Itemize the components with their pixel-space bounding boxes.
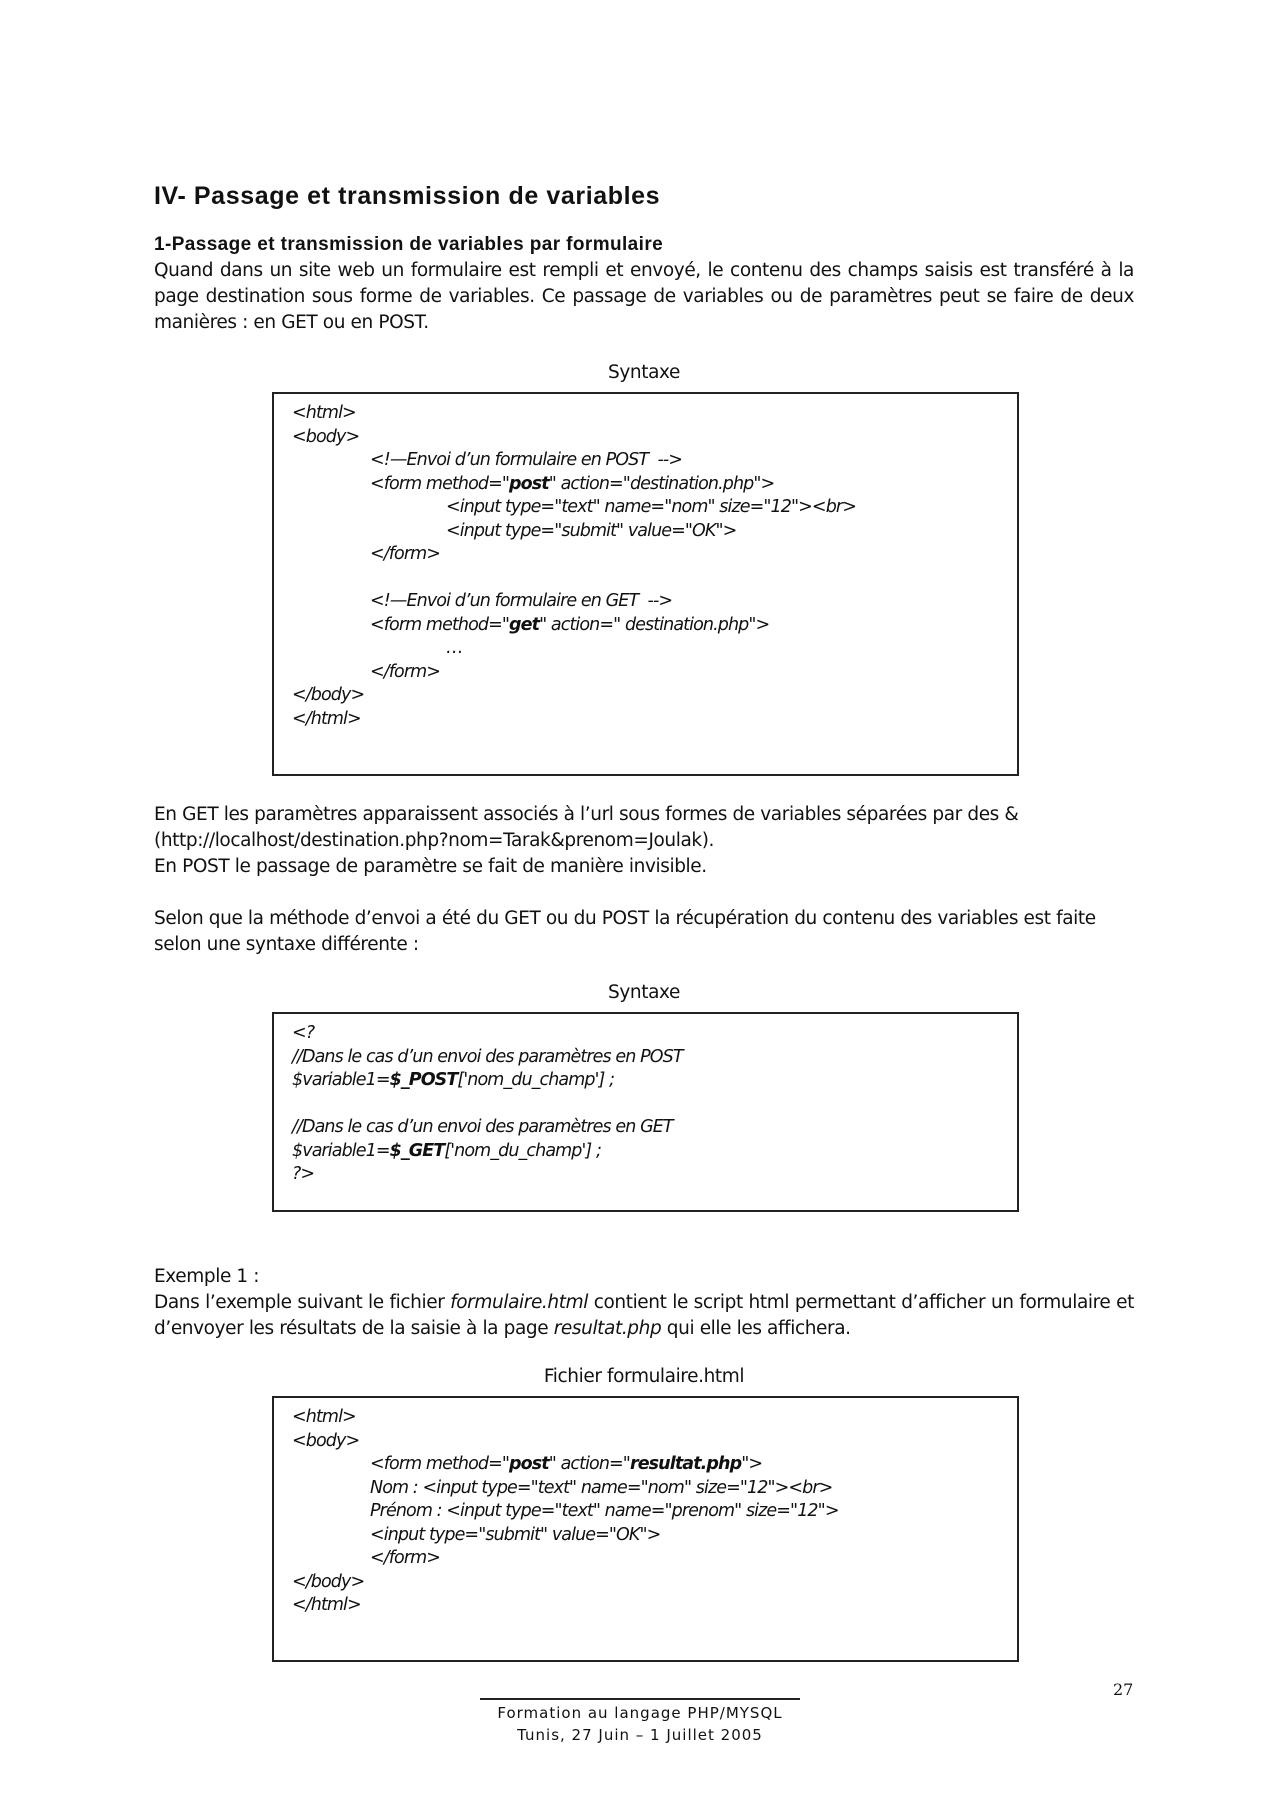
code-line: <input type="text" name="nom" size="12"><br>: [446, 497, 856, 517]
code-fragment: ">: [741, 1454, 763, 1474]
code-line: </body>: [292, 1571, 365, 1592]
code-line: [292, 1453, 1001, 1477]
footer-line2: Tunis, 27 Juin – 1 Juillet 2005: [517, 1726, 763, 1744]
code-line: <body>: [292, 1430, 360, 1451]
code-keyword: post: [509, 1454, 549, 1474]
code-keyword: $_GET: [389, 1140, 445, 1161]
section-title: IV- Passage et transmission de variables: [154, 182, 661, 210]
code-fragment: <form method=": [370, 614, 510, 635]
page-content: [154, 180, 1134, 1662]
code-line: <!—Envoi d’un formulaire en GET -->: [370, 591, 673, 611]
code-line: [292, 1140, 1001, 1164]
code-line: ?>: [292, 1164, 315, 1184]
code-blank-line: [292, 1093, 1001, 1117]
example1-code-box: [272, 1396, 1019, 1662]
code-line: <input type="submit" value="OK">: [370, 1524, 661, 1545]
code-line: </form>: [370, 661, 441, 682]
code-keyword: get: [509, 614, 540, 635]
code-line: </html>: [292, 708, 361, 729]
text-fragment: qui elle les affichera.: [661, 1318, 851, 1339]
syntax1-caption: Syntaxe: [608, 362, 680, 383]
code-line: [292, 1069, 1001, 1093]
footer-rule: [480, 1698, 800, 1700]
example1-heading: Exemple 1 :: [154, 1266, 260, 1287]
intro-paragraph: Quand dans un site web un formulaire est rempli et envoyé, le contenu des champs saisis est transféré à la page destination sous forme de variables. Ce passage de variables ou de paramètres peut se faire de deux manières : en GET ou en POST.: [154, 260, 1134, 333]
text-fragment: Dans l’exemple suivant le fichier: [154, 1292, 451, 1313]
code-line: </form>: [370, 544, 441, 564]
code-line: //Dans le cas d’un envoi des paramètres en POST: [292, 1046, 683, 1067]
code-fragment: <form method=": [370, 1454, 510, 1474]
example1-caption: Fichier formulaire.html: [543, 1366, 745, 1387]
page-footer: [480, 1698, 800, 1746]
filename: formulaire.html: [450, 1292, 588, 1313]
code-line: <html>: [292, 1407, 356, 1427]
code-line: </form>: [370, 1548, 441, 1568]
text-fragment: contient le script html permettant d’afficher un formulaire et d’envoyer les résultats de la saisie à la page: [154, 1292, 1134, 1339]
post-paragraph: En POST le passage de paramètre se fait de manière invisible.: [154, 856, 707, 877]
code-line: [292, 473, 1001, 497]
code-fragment: ['nom_du_champ'] ;: [457, 1070, 615, 1090]
code-line: //Dans le cas d’un envoi des paramètres en GET: [292, 1117, 673, 1137]
example1-paragraph: [154, 1290, 1134, 1342]
code-fragment: $variable1=: [292, 1070, 390, 1090]
syntax-intro-paragraph: Selon que la méthode d’envoi a été du GET ou du POST la récupération du contenu des variables est faite selon une syntaxe différente :: [154, 908, 1096, 955]
code-line: …: [446, 638, 463, 658]
code-line: <?: [292, 1023, 315, 1043]
syntax1-code-box: [272, 392, 1019, 776]
code-blank-line: [292, 567, 1001, 591]
code-line: [292, 614, 1001, 638]
code-fragment: <form method=": [370, 473, 510, 494]
code-line: Prénom : <input type="text" name="prenom" size="12">: [370, 1501, 839, 1521]
subsection-title: 1-Passage et transmission de variables par formulaire: [154, 234, 664, 255]
syntax2-caption: Syntaxe: [608, 982, 680, 1003]
code-fragment: " action="destination.php">: [548, 473, 775, 494]
code-fragment: $variable1=: [292, 1140, 390, 1161]
code-keyword: resultat.php: [629, 1454, 742, 1474]
page-number: 27: [1113, 1680, 1134, 1699]
code-line: <input type="submit" value="OK">: [446, 520, 737, 541]
code-line: </html>: [292, 1595, 361, 1615]
code-keyword: $_POST: [389, 1070, 458, 1090]
filename: resultat.php: [553, 1318, 662, 1339]
code-line: <html>: [292, 403, 356, 423]
code-fragment: " action=" destination.php">: [539, 614, 770, 635]
code-keyword: post: [509, 473, 549, 494]
code-line: </body>: [292, 685, 365, 705]
code-line: <body>: [292, 426, 360, 447]
get-paragraph: En GET les paramètres apparaissent associés à l’url sous formes de variables séparées par des & (http://localhost/destination.php?nom=Tarak&prenom=Joulak).: [154, 804, 1019, 851]
code-line: <!—Envoi d’un formulaire en POST -->: [370, 450, 683, 470]
syntax2-code-box: [272, 1012, 1019, 1212]
code-fragment: " action=": [548, 1454, 630, 1474]
footer-line1: Formation au langage PHP/MYSQL: [497, 1704, 783, 1722]
code-line: Nom : <input type="text" name="nom" size="12"><br>: [370, 1477, 833, 1498]
code-fragment: ['nom_du_champ'] ;: [444, 1140, 602, 1161]
